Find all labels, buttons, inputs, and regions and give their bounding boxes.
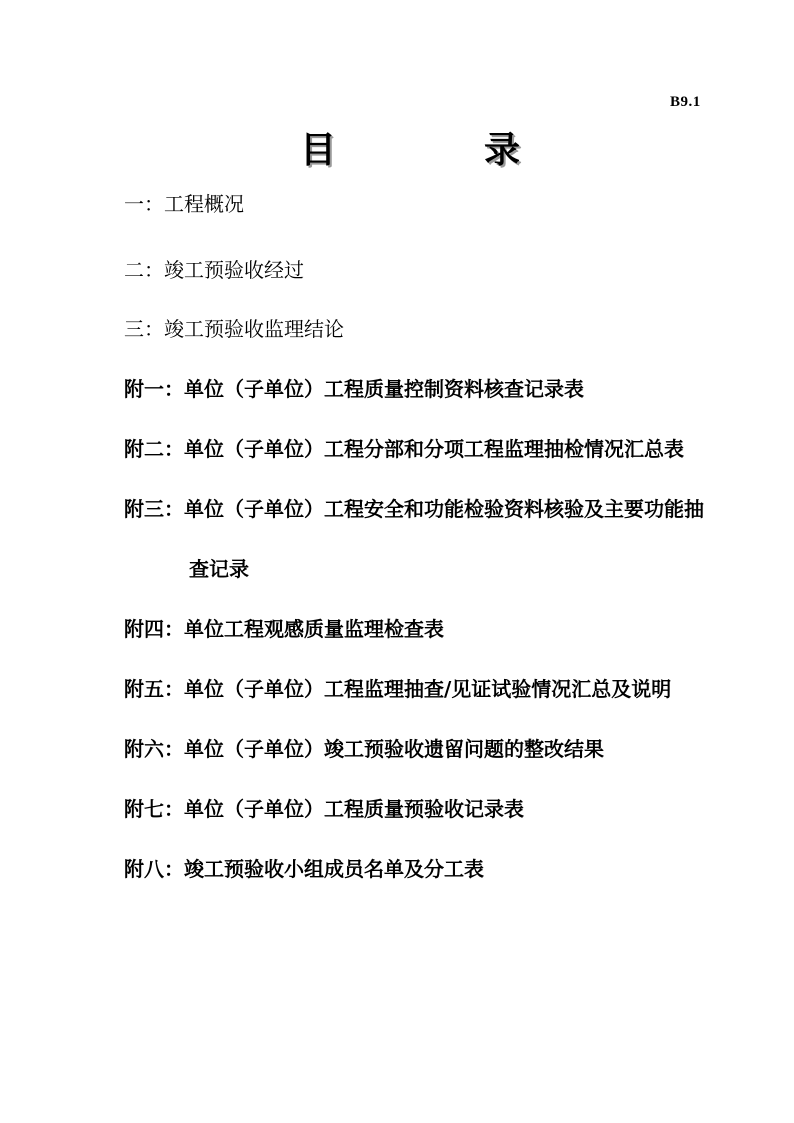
title-char-right: 录 — [483, 130, 520, 171]
toc-item-appendix-2: 附二：单位（子单位）工程分部和分项工程监理抽检情况汇总表 — [124, 437, 684, 461]
page-code: B9.1 — [670, 94, 701, 110]
toc-item-conclusion: 三：竣工预验收监理结论 — [124, 317, 344, 341]
toc-item-appendix-7: 附七：单位（子单位）工程质量预验收记录表 — [124, 797, 524, 821]
toc-item-overview: 一：工程概况 — [124, 192, 244, 216]
toc-item-appendix-6: 附六：单位（子单位）竣工预验收遗留问题的整改结果 — [124, 737, 604, 761]
toc-item-appendix-8: 附八：竣工预验收小组成员名单及分工表 — [124, 857, 484, 881]
toc-item-appendix-1: 附一：单位（子单位）工程质量控制资料核查记录表 — [124, 377, 584, 401]
toc-item-appendix-5: 附五：单位（子单位）工程监理抽查/见证试验情况汇总及说明 — [124, 677, 672, 701]
toc-item-appendix-3: 附三：单位（子单位）工程安全和功能检验资料核验及主要功能抽 — [124, 497, 704, 521]
toc-item-process: 二：竣工预验收经过 — [124, 258, 304, 282]
toc-item-appendix-3-continued: 查记录 — [189, 557, 249, 581]
toc-item-appendix-4: 附四：单位工程观感质量监理检查表 — [124, 617, 444, 641]
title-char-left: 目 — [300, 130, 337, 171]
